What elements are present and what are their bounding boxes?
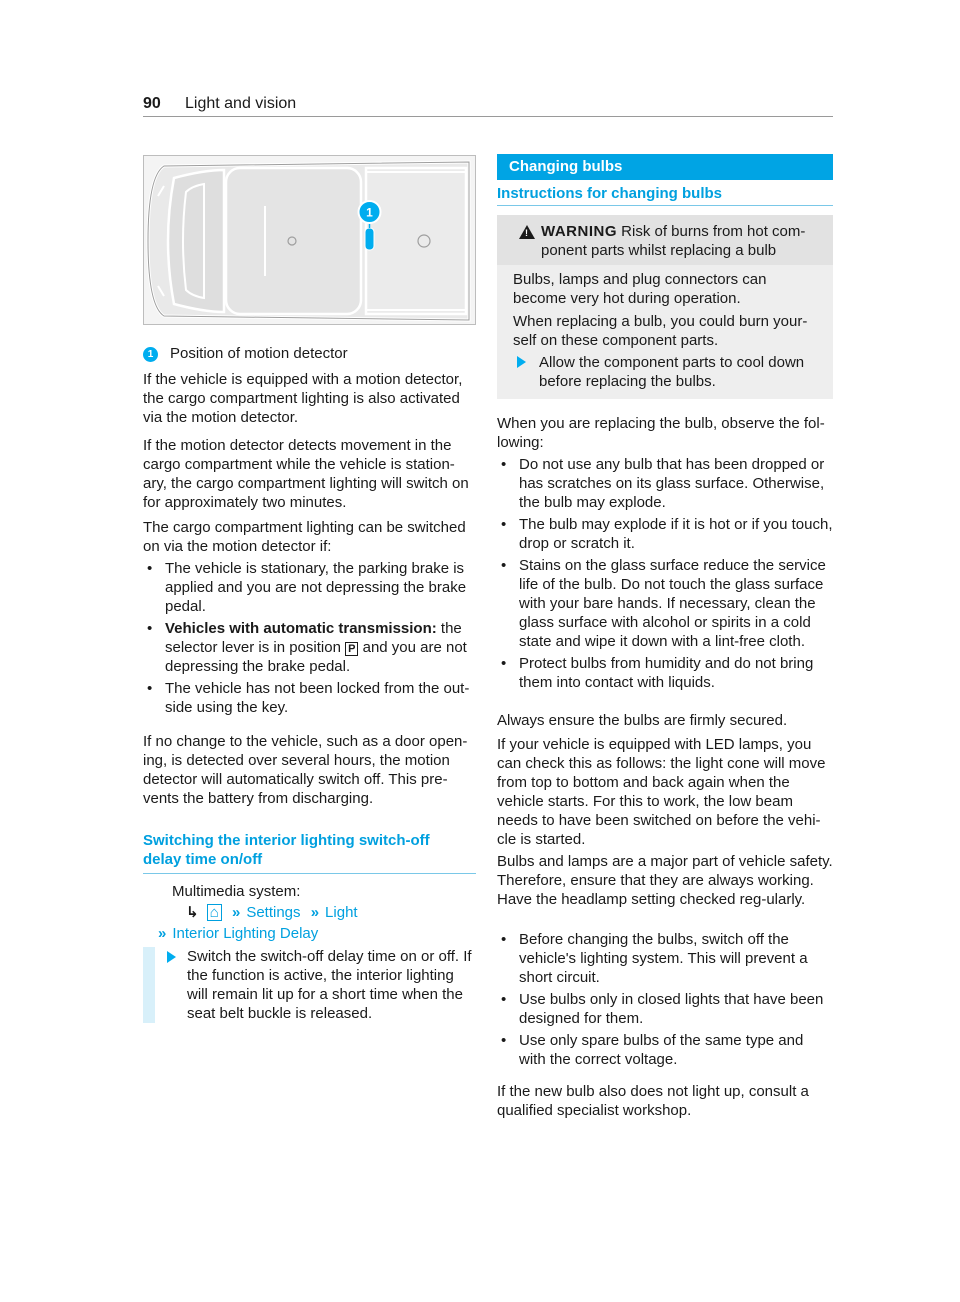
- list-item: • Do not use any bulb that has been dropped or has scratches on its glass surface. Otherwise, the bulb may explode.: [497, 455, 833, 512]
- section-title: Changing bulbs: [509, 158, 623, 175]
- paragraph-observe: When you are replacing the bulb, observe the fol-lowing:: [497, 415, 825, 451]
- list-item: • The bulb may explode if it is hot or if you touch, drop or scratch it.: [497, 515, 833, 553]
- paragraph-movement: If the motion detector detects movement in the cargo compartment while the vehicle is station-ary, the cargo compartment lighting will switch on for approximately two minutes.: [143, 437, 469, 511]
- home-icon[interactable]: ⌂: [207, 904, 222, 921]
- park-position-symbol: P: [345, 642, 358, 656]
- van-outline-illustration: [144, 156, 476, 325]
- warning-paragraph: When replacing a bulb, you could burn your-self on these component parts.: [513, 313, 808, 349]
- step-arrow-icon: [517, 356, 526, 368]
- list-item: • Stains on the glass surface reduce the service life of the bulb. Do not touch the glass surface with your bare hands. If necessary, clean the glass surface with alcohol or spirits in a cold state and wipe it down with a lint-free cloth.: [497, 556, 833, 651]
- list-item: • The vehicle has not been locked from the out-side using the key.: [143, 679, 478, 717]
- caption-number: 1: [143, 347, 158, 362]
- page-header: [143, 94, 833, 117]
- menu-item-light[interactable]: Light: [325, 904, 358, 921]
- list-item: • Before changing the bulbs, switch off the vehicle's lighting system. This will prevent a short circuit.: [497, 930, 833, 987]
- arrow-right-icon: ↳: [186, 904, 199, 921]
- subheading-switch-off-delay: Switching the interior lighting switch-off delay time on/off: [143, 832, 430, 868]
- menu-path-line2: [152, 924, 472, 943]
- chevron-right-icon: »: [158, 925, 167, 942]
- paragraph-led: If your vehicle is equipped with LED lamps, you can check this as follows: the light cone will move from top to bottom and back again when the vehicle starts. For this to work, the low beam needs to have been switched on before the vehi-cle is started.: [497, 736, 826, 848]
- van-top-view-figure: [143, 155, 476, 325]
- step-text: Switch the switch-off delay time on or off. If the function is active, the interior lighting will remain lit up for a short time when the seat belt buckle is released.: [187, 948, 472, 1022]
- warning-paragraph: Bulbs, lamps and plug connectors can become very hot during operation.: [513, 271, 767, 307]
- section-title-bar: [497, 154, 833, 180]
- paragraph-motion-detector: If the vehicle is equipped with a motion detector, the cargo compartment lighting is also activated via the motion detector.: [143, 371, 463, 426]
- list-item: • The vehicle is stationary, the parking brake is applied and you are not depressing the brake pedal.: [143, 559, 478, 616]
- menu-path: [186, 903, 486, 922]
- list-item: • Protect bulbs from humidity and do not bring them into contact with liquids.: [497, 654, 833, 692]
- menu-item-settings[interactable]: Settings: [246, 904, 301, 921]
- chevron-right-icon: »: [310, 904, 320, 921]
- callout-number: 1: [366, 205, 373, 220]
- list-item: • Vehicles with automatic transmission: the selector lever is in position P and you are not depressing the brake pedal.: [143, 619, 478, 676]
- conditions-list: [143, 559, 478, 720]
- subheading-rule: [143, 873, 476, 874]
- page-number: 90: [143, 95, 161, 112]
- figure-caption: [143, 344, 478, 363]
- paragraph-safety: Bulbs and lamps are a major part of vehicle safety. Therefore, ensure that they are always working. Have the headlamp setting checked reg-ularly.: [497, 853, 833, 908]
- subheading-instructions: Instructions for changing bulbs: [497, 185, 722, 202]
- paragraph-secured: Always ensure the bulbs are firmly secured.: [497, 712, 788, 729]
- paragraph-consult: If the new bulb also does not light up, consult a qualified specialist workshop.: [497, 1083, 809, 1119]
- caption-text: Position of motion detector: [170, 345, 348, 362]
- warning-word: WARNING: [541, 223, 617, 240]
- bulb-usage-list: [497, 930, 833, 1072]
- warning-step: Allow the component parts to cool down before replacing the bulbs.: [539, 354, 805, 390]
- paragraph-switched-on-if: The cargo compartment lighting can be switched on via the motion detector if:: [143, 519, 466, 555]
- step-arrow-icon: [167, 951, 176, 963]
- menu-item-interior-lighting-delay[interactable]: Interior Lighting Delay: [172, 925, 319, 942]
- page-title: Light and vision: [185, 95, 297, 112]
- step-bar: [143, 947, 155, 1023]
- list-item: • Use only spare bulbs of the same type and with the correct voltage.: [497, 1031, 833, 1069]
- subheading-rule: [497, 205, 833, 206]
- bulb-precautions-list: [497, 455, 833, 695]
- menu-label: Multimedia system:: [172, 883, 301, 900]
- list-item: • Use bulbs only in closed lights that have been designed for them.: [497, 990, 833, 1028]
- warning-box: [497, 215, 833, 399]
- warning-header: ! WARNING Risk of burns from hot com-ponent parts whilst replacing a bulb: [497, 215, 833, 265]
- instruction-step: [143, 947, 478, 1023]
- warning-head-text: WARNING Risk of burns from hot com-ponent parts whilst replacing a bulb: [541, 223, 806, 259]
- chevron-right-icon: »: [231, 904, 241, 921]
- paragraph-auto-switch-off: If no change to the vehicle, such as a door open-ing, is detected over several hours, the motion detector will automatically switch off. This pre-vents the battery from discharging.: [143, 733, 468, 807]
